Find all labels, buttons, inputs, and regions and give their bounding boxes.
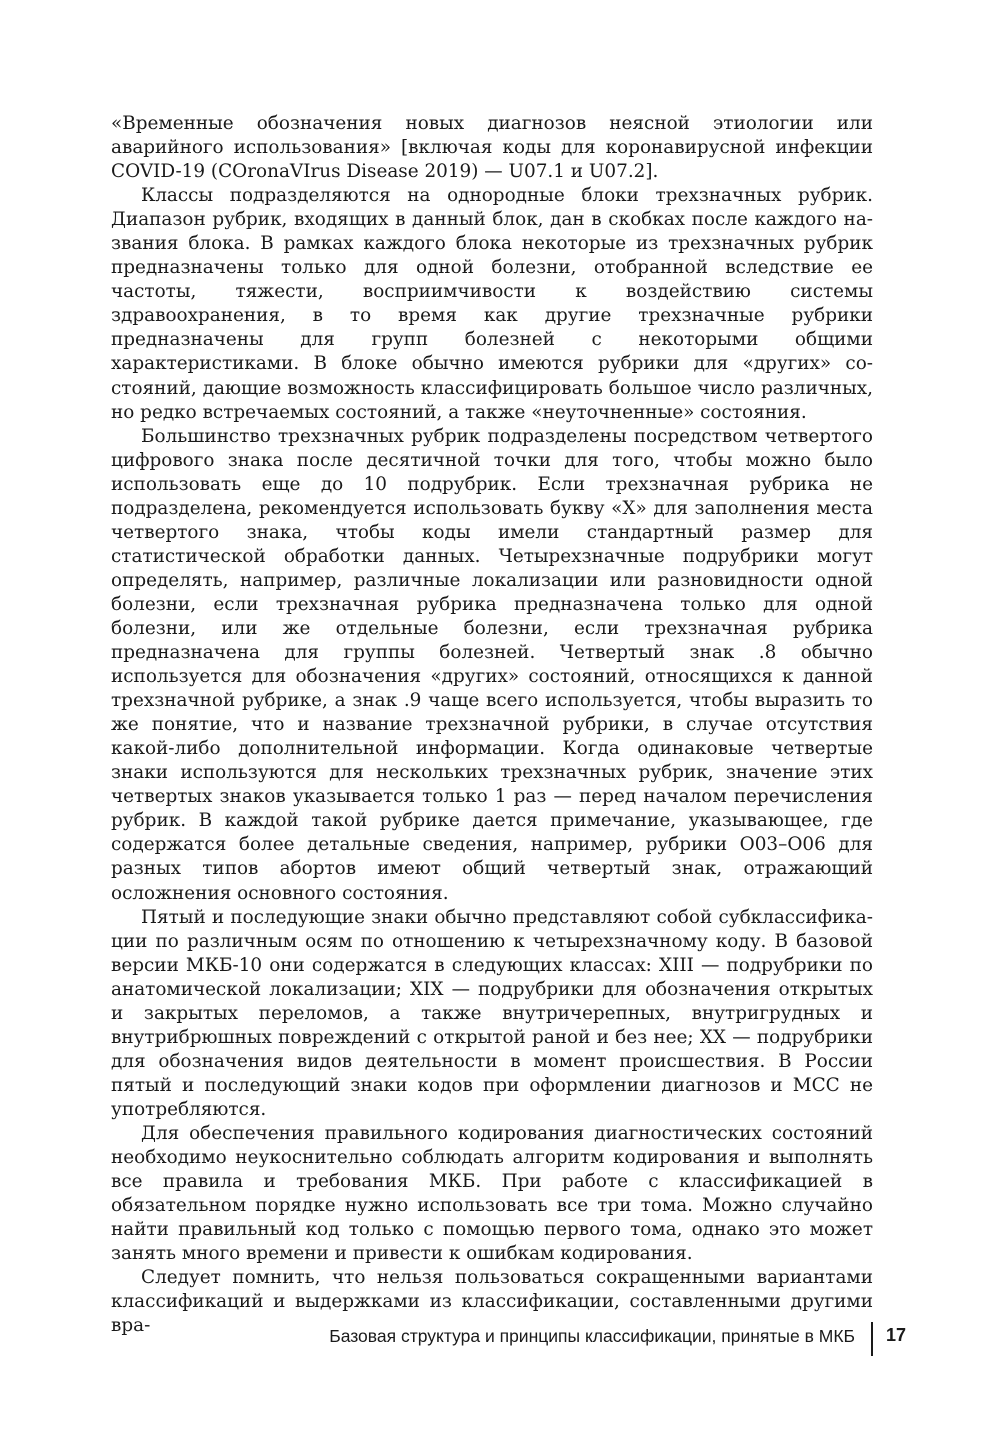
paragraph-4: Пятый и последующие знаки обычно представляют собой субклассификации по различным осям по отношению к четырехзначному коду. В базовой версии МКБ-10 они содержатся в следующих классах: XIII — подрубрики по анатомической локализации; XIX — подрубрики для обозначения открытых и закрытых переломов, а также внутричерепных, внутригрудных и внутрибрюшных повреждений с открытой раной и без нее; XX — подрубрики для обозначения видов деятельности в момент происшествия. В России пятый и последующий знаки кодов при оформлении диагнозов и МСС не употребляются. [111,906,873,1120]
paragraph-1: «Временные обозначения новых диагнозов неясной этиологии или аварийного использования» [включая коды для коронавирусной инфекции COVID-19 (COronaVIrus Disease 2019) — U07.1 и U07.2]. [111,113,873,183]
paragraph-5: Для обеспечения правильного кодирования диагностических состояний необходимо неукоснительно соблюдать алгоритм кодирования и выполнять все правила и требования МКБ. При работе с классификацией в обязательном порядке нужно использовать все три тома. Можно случайно найти правильный код только с помощью первого тома, однако это может занять много времени и привести к ошибкам кодирования. [111,1122,873,1265]
footer-divider [871,1322,873,1356]
page-footer [0,1322,1000,1362]
paragraph-3: Большинство трехзначных рубрик подразделены посредством четвертого цифрового знака после десятичной точки для того, чтобы можно было использовать еще до 10 подрубрик. Если трехзначная рубрика не подразделена, рекомендуется использовать букву «X» для заполнения места четвертого знака, чтобы коды имели стандартный размер для статистической обработки данных. Четырехзначные подрубрики могут определять, например, различные локализации или разновидности одной болезни, если трехзначная рубрика предназначена только для одной болезни, или же отдельные болезни, если трехзначная рубрика предназначена для группы болезней. Четвертый знак .8 обычно используется для обозначения «других» состояний, относящихся к данной трехзначной рубрике, а знак .9 чаще всего используется, чтобы выразить то же понятие, что и название трехзначной рубрики, в случае отсутствия какой-либо дополнительной информации. Когда одинаковые четвертые знаки используются для нескольких трехзначных рубрик, значение этих четвертых знаков указывается только 1 раз — перед началом перечисления рубрик. В каждой такой рубрике дается примечание, указывающее, где содержатся более детальные сведения, например, рубрики O03–O06 для разных типов абортов имеют общий четвертый знак, отражающий осложнения основного состояния. [111,425,873,904]
paragraph-2: Классы подразделяются на однородные блоки трехзначных рубрик. Диапазон рубрик, входящих в данный блок, дан в скобках после каждого названия блока. В рамках каждого блока некоторые из трехзначных рубрик предназначены только для одной болезни, отобранной вследствие ее частоты, тяжести, восприимчивости к воздействию системы здравоохранения, в то время как другие трехзначные рубрики предназначены для групп болезней с некоторыми общими характеристиками. В блоке обычно имеются рубрики для «других» состояний, дающие возможность классифицировать большое число различных, но редко встречаемых состояний, а также «неуточненные» состояния. [111,185,873,423]
paragraph-6: Следует помнить, что нельзя пользоваться сокращенными вариантами классификаций и выдержками из классификации, составленными другими вра- [111,1267,873,1337]
body-text [111,112,873,1338]
running-title: Базовая структура и принципы классификации, принятые в МКБ [329,1326,855,1346]
page-number: 17 [886,1325,907,1345]
